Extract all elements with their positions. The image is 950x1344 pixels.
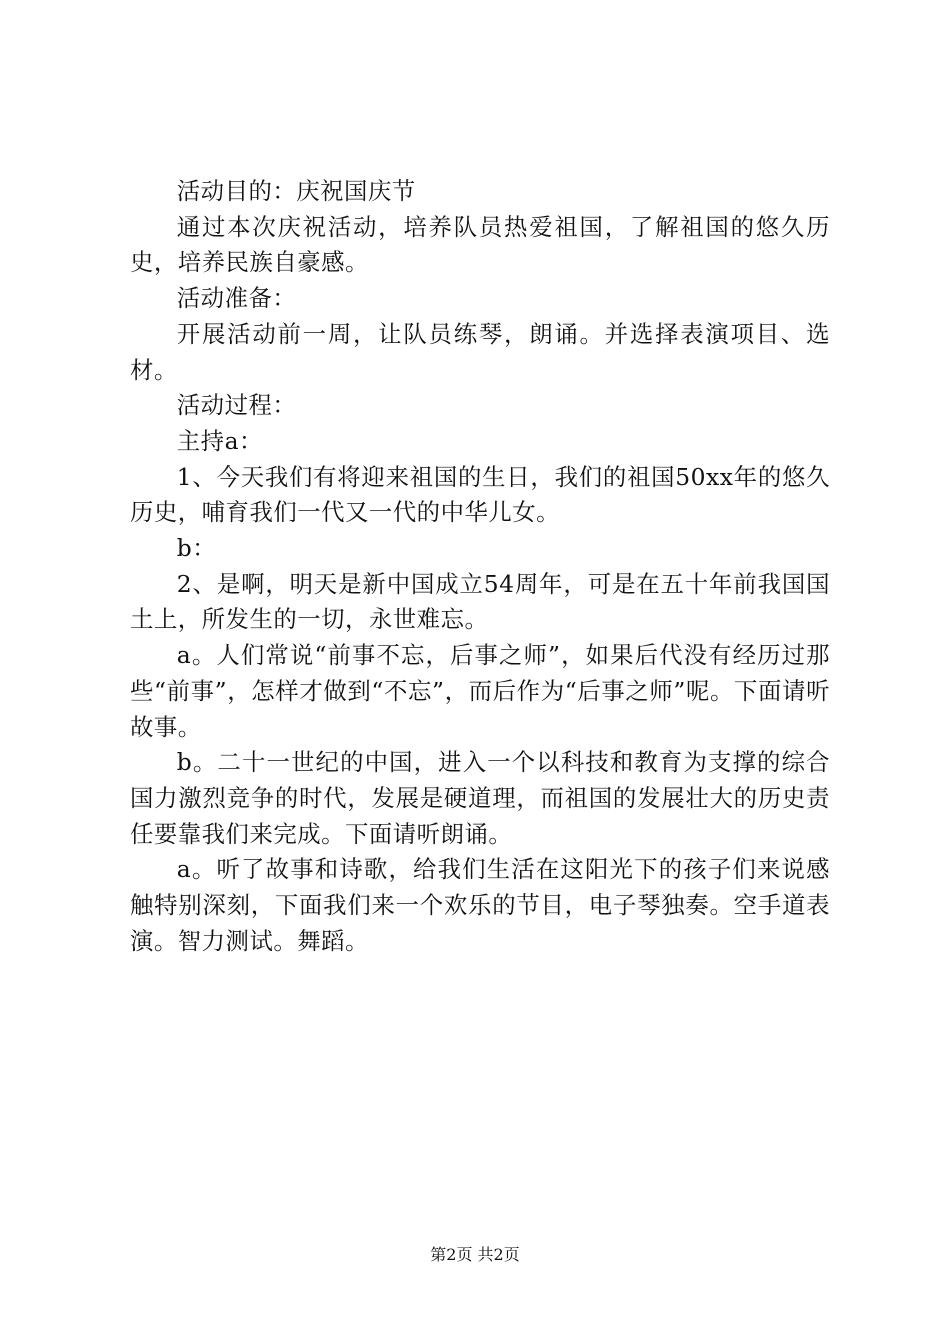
paragraph-activity-preparation: 活动准备： [176,284,297,313]
paragraph-a-story: a。人们常说“前事不忘，后事之师”，如果后代没有经历过那些“前事”，怎样才做到“不忘”，而后作为“后事之师”呢。下面请听故事。 [130,641,830,741]
paragraph-line-2: 2、是啊，明天是新中国成立54周年，可是在五十年前我国国土上，所发生的一切，永世难忘。 [130,569,830,634]
document-body [130,174,830,959]
paragraph-line-1: 1、今天我们有将迎来祖国的生日，我们的祖国50xx年的悠久历史，哺育我们一代又一代的中华儿女。 [130,462,830,527]
paragraph-goal-detail: 通过本次庆祝活动，培养队员热爱祖国，了解祖国的悠久历史，培养民族自豪感。 [130,212,830,277]
paragraph-host-b: b： [176,534,217,563]
paragraph-preparation-detail: 开展活动前一周，让队员练琴，朗诵。并选择表演项目、选材。 [130,319,830,384]
paragraph-b-recital: b。二十一世纪的中国，进入一个以科技和教育为支撑的综合国力激烈竞争的时代，发展是硬道理，而祖国的发展壮大的历史责任要靠我们来完成。下面请听朗诵。 [130,748,830,848]
paragraph-activity-goal: 活动目的：庆祝国庆节 [176,177,416,205]
paragraph-a-program: a。听了故事和诗歌，给我们生活在这阳光下的孩子们来说感触特别深刻，下面我们来一个欢乐的节目，电子琴独奏。空手道表演。智力测试。舞蹈。 [130,855,830,955]
page-footer: 第2页 共2页 [430,1245,520,1264]
paragraph-activity-process: 活动过程： [176,391,297,420]
paragraph-host-a: 主持a： [176,426,263,455]
